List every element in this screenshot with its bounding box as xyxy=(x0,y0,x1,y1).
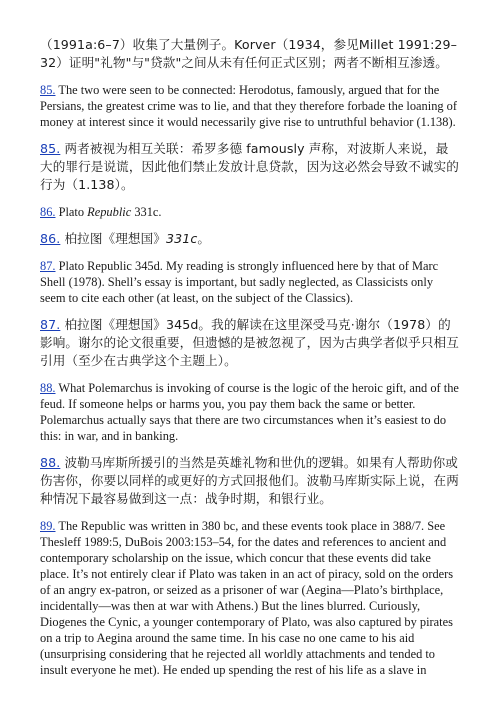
italic-text: Republic xyxy=(87,205,132,219)
note-number-link[interactable]: 87. xyxy=(40,317,61,332)
note-text: 柏拉图《理想国》345d。我的解读在这里深受马克·谢尔（1978）的影响。谢尔的论文很重要，但遗憾的是被忽视了，因为古典学者似乎只相互引用（至少在古典学这个主题上）。 xyxy=(40,317,459,368)
italic-text: 331c xyxy=(166,231,198,246)
note-text: 。 xyxy=(197,231,211,246)
note-paragraph xyxy=(40,518,460,678)
note-paragraph xyxy=(40,140,460,194)
note-number-link[interactable]: 88. xyxy=(40,455,61,470)
note-text: 331c. xyxy=(131,205,162,219)
note-text: （1991a:6–7）收集了大量例子。Korver（1934，参见Millet 1991:29–32）证明"礼物"与"贷款"之间从未有任何正式区别；两者不断相互渗透。 xyxy=(40,37,458,70)
note-paragraph xyxy=(40,36,460,72)
note-number-link[interactable]: 89. xyxy=(40,519,56,533)
note-text: The two were seen to be connected: Herodotus, famously, argued that for the Persians, the greatest crime was to lie, and that they therefore forbade the loaning of money at interest since it would necessarily give rise to untruthful behavior (1.138). xyxy=(40,83,457,129)
note-paragraph xyxy=(40,258,460,306)
note-paragraph xyxy=(40,230,460,248)
note-text: The Republic was written in 380 bc, and these events took place in 388/7. See Thesleff 1989:5, DuBois 2003:153–54, for the dates and references to ancient and contemporary scholarship on the issue, which concur that these events did take place. It’s not entirely clear if Plato was taken in an act of piracy, sold on the orders of an angry ex-patron, or seized as a prisoner of war (Aegina—Plato’s birthplace, incidentally—was then at war with Athens.) But the lines blurred. Curiously, Diogenes the Cynic, a younger contemporary of Plato, was also captured by pirates on a trip to Aegina around the same time. In his case no one came to his aid (unsurprising considering that he rejected all worldly attachments and tended to insult everyone he met). He ended up spending the rest of his life as a slave in xyxy=(40,519,454,677)
note-text: 柏拉图《理想国》 xyxy=(60,231,166,246)
note-text: What Polemarchus is invoking of course is the logic of the heroic gift, and of the feud. If someone helps or harms you, you pay them back the same or better. Polemarchus actually says that there are two circumstances when it’s easiest to do this: in war, and in banking. xyxy=(40,381,459,443)
note-number-link[interactable]: 85. xyxy=(40,141,61,156)
note-text: 两者被视为相互关联：希罗多德 famously 声称，对波斯人来说，最大的罪行是说谎，因此他们禁止发放计息贷款，因为这必然会导致不诚实的行为（1.138）。 xyxy=(40,141,459,192)
note-paragraph xyxy=(40,316,460,370)
note-text: 波勒马库斯所援引的当然是英雄礼物和世仇的逻辑。如果有人帮助你或伤害你，你要以同样的或更好的方式回报他们。波勒马库斯实际上说，在两种情况下最容易做到这一点：战争时期，和银行业。 xyxy=(40,455,459,506)
note-paragraph xyxy=(40,82,460,130)
note-number-link[interactable]: 88. xyxy=(40,381,56,395)
note-text: Plato Republic 345d. My reading is strongly influenced here by that of Marc Shell (1978). Shell’s essay is important, but sadly neglected, as Classicists only seem to cite each other (at least, on the subject of the Classics). xyxy=(40,259,439,305)
note-number-link[interactable]: 87. xyxy=(40,259,56,273)
note-number-link[interactable]: 86. xyxy=(40,205,56,219)
note-paragraph xyxy=(40,380,460,444)
note-text: Plato xyxy=(55,205,88,219)
note-paragraph xyxy=(40,204,460,220)
note-number-link[interactable]: 86. xyxy=(40,231,61,246)
note-number-link[interactable]: 85. xyxy=(40,83,56,97)
note-paragraph xyxy=(40,454,460,508)
